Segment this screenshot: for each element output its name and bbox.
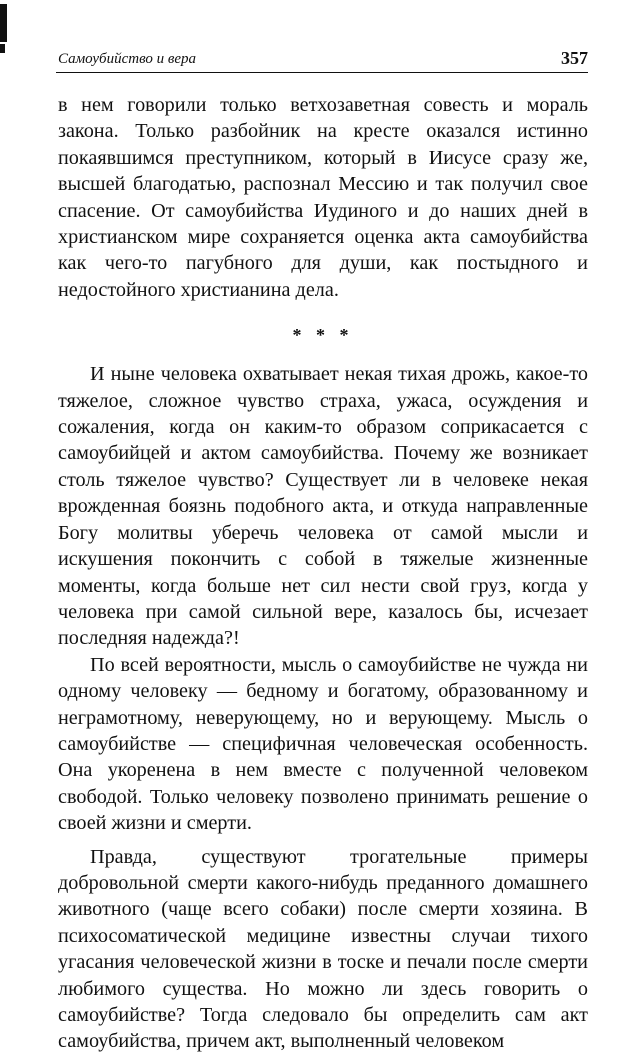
paragraph: Правда, существуют трогательные примеры добровольной смерти какого-нибудь преданного домашнего животного (чаще всего собаки) после смерти хозяина. В психосоматической медицине известны случаи тихого угасания человеческой жизни в тоске и печали после смерти любимого существа. Но можно ли здесь говорить о самоубийстве? Тогда следовало бы определить сам акт самоубийства, причем акт, выполненный человеком bbox=[58, 845, 588, 1053]
paragraph-continued: в нем говорили только ветхозаветная совесть и мораль закона. Только разбойник на кресте оказался истинно покаявшимся преступником, который в Иисусе сразу же, высшей благодатью, распознал Мессию и так получил свое спасение. От самоубийства Иудиного и до наших дней в христианском мире сохраняется оценка акта самоубийства как чего-то пагубного для души, как постыдного и недостойного христианина дела. bbox=[58, 94, 588, 301]
running-header-title: Самоубийство и вера bbox=[58, 51, 197, 67]
running-header bbox=[56, 48, 588, 73]
paragraph: По всей вероятности, мысль о самоубийстве не чужда ни одному человеку — бедному и богатому, образованному и неграмотному, неверующему, но и верующему. Мысль о самоубийстве — специфичная человеческая особенность. Она укоренена в нем вместе с полученной человеком свободой. Только человеку позволено принимать решение о своей жизни и смерти. bbox=[58, 653, 588, 835]
scan-edge-mark bbox=[0, 4, 7, 42]
body-text bbox=[58, 92, 588, 1055]
paragraph: И ныне человека охватывает некая тихая дрожь, какое-то тяжелое, сложное чувство страха, ужаса, осуждения и сожаления, когда он каким-то образом соприкасается с самоубийцей и актом самоубийства. Почему же возникает столь тяжелое чувство? Существует ли в человеке некая врожденная боязнь подобного акта, и откуда направленные Богу молитвы уберечь человека от самой мысли и искушения покончить с собой в тяжелые жизненные моменты, когда больше нет сил нести свой груз, когда у человека при самой сильной вере, казалось бы, исчезает последняя надежда?! bbox=[58, 363, 588, 650]
section-break: * * * bbox=[292, 325, 354, 346]
page-number: 357 bbox=[561, 48, 588, 68]
